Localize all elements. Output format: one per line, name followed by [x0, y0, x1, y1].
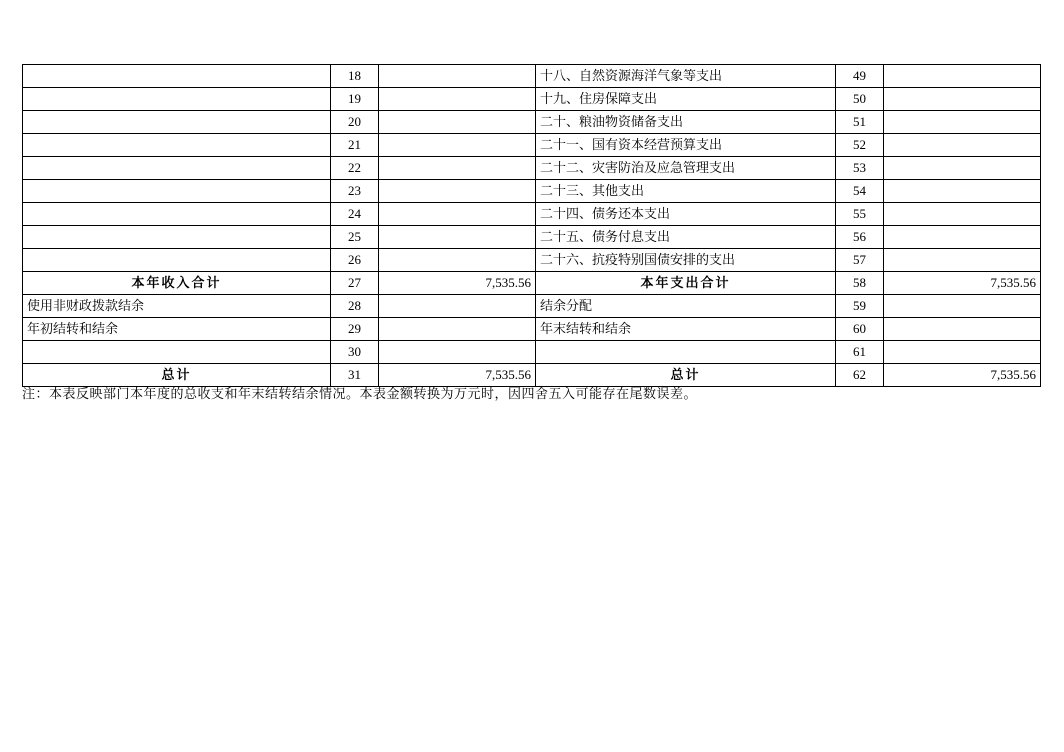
- cell-left-label: [23, 111, 331, 134]
- cell-left-amount: [379, 295, 536, 318]
- table-row: [23, 88, 1041, 111]
- cell-right-amount: [884, 226, 1041, 249]
- cell-right-amount: [884, 249, 1041, 272]
- cell-left-label: [23, 134, 331, 157]
- cell-right-label: 二十三、其他支出: [536, 180, 836, 203]
- cell-right-amount: [884, 341, 1041, 364]
- cell-right-label: 十八、自然资源海洋气象等支出: [536, 65, 836, 88]
- cell-left-label: 使用非财政拨款结余: [23, 295, 331, 318]
- table-row: [23, 341, 1041, 364]
- cell-left-label: [23, 65, 331, 88]
- cell-left-amount: [379, 180, 536, 203]
- table-row: [23, 203, 1041, 226]
- cell-left-number: 28: [331, 295, 379, 318]
- cell-right-number: 55: [836, 203, 884, 226]
- cell-right-amount: 7,535.56: [884, 364, 1041, 387]
- cell-left-number: 30: [331, 341, 379, 364]
- cell-left-amount: [379, 203, 536, 226]
- cell-right-number: 53: [836, 157, 884, 180]
- cell-left-amount: [379, 249, 536, 272]
- cell-left-number: 25: [331, 226, 379, 249]
- cell-left-amount: [379, 65, 536, 88]
- cell-right-number: 62: [836, 364, 884, 387]
- cell-left-label: [23, 157, 331, 180]
- cell-left-amount: [379, 111, 536, 134]
- cell-right-amount: [884, 180, 1041, 203]
- cell-left-amount: [379, 226, 536, 249]
- cell-right-label: 二十四、债务还本支出: [536, 203, 836, 226]
- table-row: [23, 272, 1041, 295]
- cell-left-number: 21: [331, 134, 379, 157]
- table-row: [23, 249, 1041, 272]
- cell-left-number: 29: [331, 318, 379, 341]
- cell-left-amount: 7,535.56: [379, 364, 536, 387]
- cell-right-number: 50: [836, 88, 884, 111]
- cell-left-amount: [379, 88, 536, 111]
- cell-left-amount: [379, 157, 536, 180]
- cell-left-amount: [379, 134, 536, 157]
- table-row: [23, 134, 1041, 157]
- cell-left-amount: [379, 341, 536, 364]
- cell-right-amount: [884, 111, 1041, 134]
- cell-right-number: 56: [836, 226, 884, 249]
- table-row: [23, 295, 1041, 318]
- cell-left-number: 31: [331, 364, 379, 387]
- cell-left-label: [23, 203, 331, 226]
- cell-right-amount: [884, 88, 1041, 111]
- cell-left-number: 20: [331, 111, 379, 134]
- cell-right-amount: [884, 318, 1041, 341]
- cell-left-number: 18: [331, 65, 379, 88]
- table-row: [23, 318, 1041, 341]
- cell-right-number: 52: [836, 134, 884, 157]
- cell-left-number: 26: [331, 249, 379, 272]
- cell-right-number: 51: [836, 111, 884, 134]
- table-row: [23, 157, 1041, 180]
- cell-right-amount: [884, 157, 1041, 180]
- cell-right-amount: [884, 134, 1041, 157]
- cell-right-label: 二十一、国有资本经营预算支出: [536, 134, 836, 157]
- table-row: [23, 226, 1041, 249]
- cell-left-amount: 7,535.56: [379, 272, 536, 295]
- cell-left-label: 本年收入合计: [23, 272, 331, 295]
- cell-left-label: [23, 88, 331, 111]
- cell-right-label: 二十五、债务付息支出: [536, 226, 836, 249]
- cell-right-label: 十九、住房保障支出: [536, 88, 836, 111]
- cell-right-number: 61: [836, 341, 884, 364]
- cell-right-number: 58: [836, 272, 884, 295]
- cell-right-label: 二十、粮油物资储备支出: [536, 111, 836, 134]
- cell-left-number: 24: [331, 203, 379, 226]
- cell-left-label: [23, 249, 331, 272]
- budget-table-body: [23, 65, 1041, 387]
- cell-right-number: 59: [836, 295, 884, 318]
- cell-left-number: 19: [331, 88, 379, 111]
- table-note: 注：本表反映部门本年度的总收支和年末结转结余情况。本表金额转换为万元时，因四舍五入可能存在尾数误差。: [22, 386, 698, 401]
- cell-left-label: [23, 180, 331, 203]
- cell-right-label: 二十二、灾害防治及应急管理支出: [536, 157, 836, 180]
- cell-left-number: 22: [331, 157, 379, 180]
- cell-right-number: 49: [836, 65, 884, 88]
- budget-table: [22, 64, 1041, 387]
- cell-right-label: 二十六、抗疫特别国债安排的支出: [536, 249, 836, 272]
- cell-left-label: [23, 226, 331, 249]
- table-row: [23, 111, 1041, 134]
- table-row: [23, 65, 1041, 88]
- cell-right-label: 结余分配: [536, 295, 836, 318]
- cell-left-number: 23: [331, 180, 379, 203]
- cell-left-label: 总计: [23, 364, 331, 387]
- cell-right-label: 总计: [536, 364, 836, 387]
- cell-right-label: 年末结转和结余: [536, 318, 836, 341]
- cell-right-number: 57: [836, 249, 884, 272]
- cell-right-number: 60: [836, 318, 884, 341]
- table-row: [23, 180, 1041, 203]
- cell-right-label: [536, 341, 836, 364]
- cell-right-amount: [884, 295, 1041, 318]
- cell-right-amount: 7,535.56: [884, 272, 1041, 295]
- cell-right-label: 本年支出合计: [536, 272, 836, 295]
- cell-left-number: 27: [331, 272, 379, 295]
- cell-left-amount: [379, 318, 536, 341]
- cell-right-amount: [884, 65, 1041, 88]
- cell-right-amount: [884, 203, 1041, 226]
- cell-left-label: [23, 341, 331, 364]
- cell-left-label: 年初结转和结余: [23, 318, 331, 341]
- cell-right-number: 54: [836, 180, 884, 203]
- budget-table-container: [22, 64, 1040, 387]
